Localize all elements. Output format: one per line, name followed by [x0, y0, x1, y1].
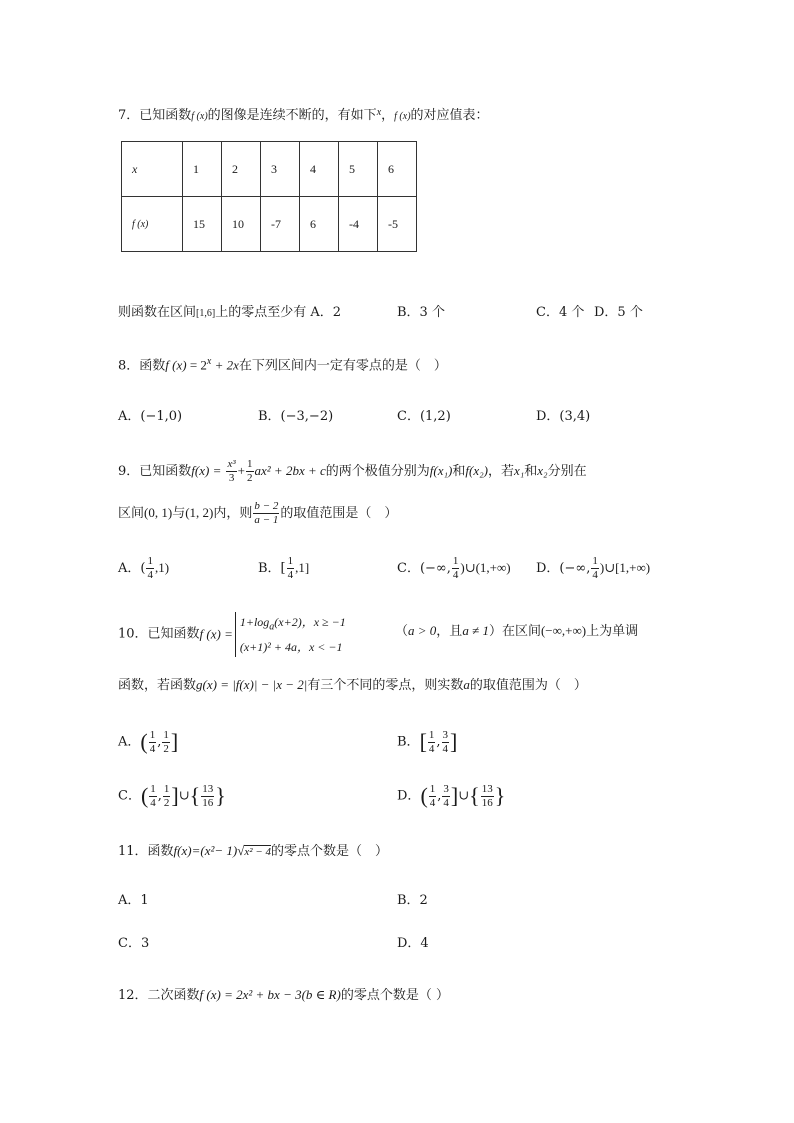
- q10-stem: 10．已知函数f (x) = $1+\log_a(x+2)$，x ≥ −1 (x+1)² + 4a，x < −1: [118, 612, 346, 657]
- table-cell: 6: [378, 142, 417, 197]
- table-cell: 10: [222, 197, 261, 252]
- q8-option-c: C．(1,2): [397, 409, 451, 424]
- table-head-x: x: [122, 142, 183, 197]
- q10-stem-line2: 函数，若函数g(x) = |f(x)| − |x − 2|有三个不同的零点，则实数a的取值范围为（ ）: [118, 677, 587, 693]
- q7-option-c: C．4 个: [536, 305, 585, 320]
- table-cell: 5: [339, 142, 378, 197]
- q7-value-table: [121, 141, 417, 252]
- q8-option-b: B．(−3,−2): [258, 409, 334, 424]
- q9-stem: 9．已知函数f(x) = $\frac{\text{x³}}{3}$ + $\frac{1}{2}$ ax² + 2bx + c的两个极值分别为f(x₁)和f(x₂)，若x₁和x₂分别在: [118, 458, 587, 484]
- q7-option-d: D．5 个: [594, 305, 643, 320]
- table-cell: 1: [183, 142, 222, 197]
- q10-option-b: B．[ $\frac{1}{4}$ , $\frac{3}{4}$ ]: [397, 728, 458, 755]
- table-cell: 2: [222, 142, 261, 197]
- q7-stem: 7．已知函数f (x)的图像是连续不断的，有如下$^x$，f (x)的对应值表：: [118, 107, 489, 123]
- table-row: [122, 197, 417, 252]
- q8-stem: 8．函数f $(x) = 2^x + 2x$在下列区间内一定有零点的是（ ）: [118, 356, 447, 374]
- fraction: $\frac{1}{2}$: [247, 458, 253, 484]
- table-cell: -5: [378, 197, 417, 252]
- q11-option-c: C．3: [118, 936, 150, 951]
- q9-option-d: D．(−∞, $\frac{1}{4}$ )∪[1,+∞): [536, 555, 651, 581]
- q9-option-a: A．( $\frac{1}{4}$ ,1): [118, 555, 170, 581]
- piecewise-brace: $1+\log_a(x+2)$，x ≥ −1 (x+1)² + 4a，x < −1: [235, 612, 346, 657]
- q7-option-b: B．3 个: [397, 305, 445, 320]
- q9-option-c: C．(−∞, $\frac{1}{4}$ )∪(1,+∞): [397, 555, 511, 581]
- table-cell: -4: [339, 197, 378, 252]
- table-head-fx: f (x): [122, 197, 183, 252]
- fraction: $\frac{\text{x³}}{3}$: [227, 458, 236, 484]
- q9-stem-line2: 区间(0, 1)与(1, 2)内，则 $\frac{b - 2}{a - 1}$ 的取值范围是（ ）: [118, 500, 398, 526]
- q10-stem-tail: （a > 0，且a ≠ 1）在区间(−∞,+∞)上为单调: [395, 623, 639, 639]
- table-cell: 6: [300, 197, 339, 252]
- q8-option-d: D．(3,4): [536, 409, 591, 424]
- q8-option-a: A．(−1,0): [118, 409, 183, 424]
- table-cell: -7: [261, 197, 300, 252]
- q11-option-b: B．2: [397, 893, 428, 908]
- q10-option-c: C．( $\frac{1}{4}$ , $\frac{1}{2}$ ]∪{ $\frac{13}{16}$ }: [118, 782, 226, 809]
- q9-option-b: B．[ $\frac{1}{4}$ ,1]: [258, 555, 310, 581]
- table-cell: 3: [261, 142, 300, 197]
- q10-option-a: A．( $\frac{1}{4}$ , $\frac{1}{2}$ ]: [118, 728, 179, 755]
- q10-option-d: D．( $\frac{1}{4}$ , $\frac{3}{4}$ ]∪{ $\frac{13}{16}$ }: [397, 782, 506, 809]
- q12-stem: 12．二次函数f (x) = 2x² + bx − 3(b ∈ R)的零点个数是（ ）: [118, 987, 449, 1003]
- table-cell: 15: [183, 197, 222, 252]
- q11-option-d: D．4: [397, 936, 429, 951]
- fraction: $\frac{b - 2}{a - 1}$: [254, 500, 279, 526]
- q11-option-a: A．1: [118, 893, 149, 908]
- q11-stem: 11．函数f(x)=(x²− 1)√x² − 4的零点个数是（ ）: [118, 843, 388, 859]
- table-row: [122, 142, 417, 197]
- q7-answer-line: 则函数在区间[1,6]上的零点至少有 A．2: [118, 305, 341, 320]
- table-cell: 4: [300, 142, 339, 197]
